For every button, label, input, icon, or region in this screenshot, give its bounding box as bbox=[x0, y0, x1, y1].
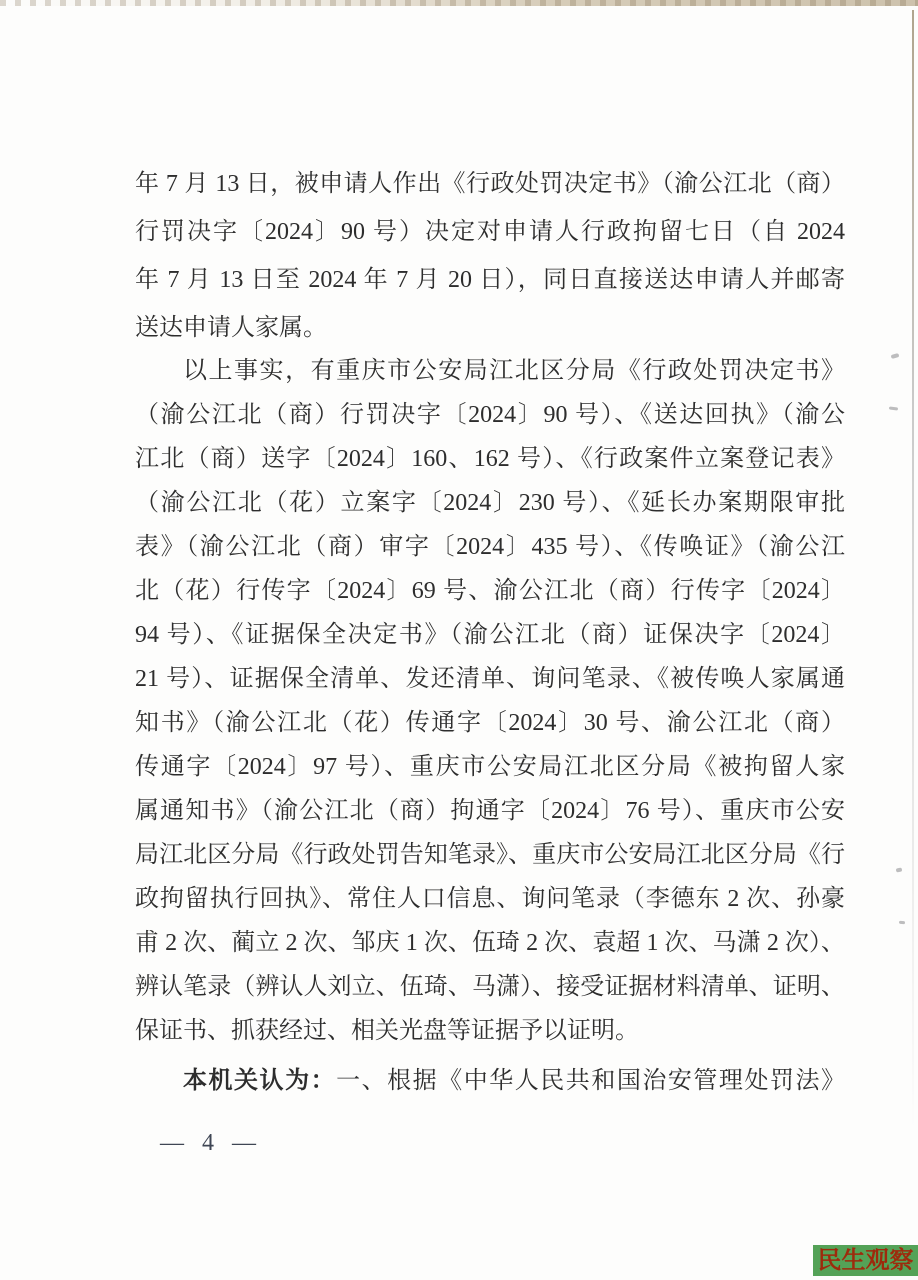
text-line: 传通字〔2024〕97 号）、重庆市公安局江北区分局《被拘留人家 bbox=[135, 754, 845, 780]
scan-speck bbox=[896, 868, 903, 873]
text-line: 保证书、抓获经过、相关光盘等证据予以证明。 bbox=[135, 1018, 639, 1044]
text-line: 局江北区分局《行政处罚告知笔录》、重庆市公安局江北区分局《行 bbox=[135, 842, 845, 868]
text-line: （渝公江北（商）行罚决字〔2024〕90 号）、《送达回执》（渝公 bbox=[135, 402, 845, 428]
scan-speck bbox=[891, 353, 900, 359]
scan-edge-right bbox=[912, 10, 914, 1130]
text-line: 行罚决字〔2024〕90 号）决定对申请人行政拘留七日（自 2024 bbox=[135, 219, 845, 245]
page-number: — 4 — bbox=[160, 1130, 262, 1156]
opinion-lead-label: 本机关认为： bbox=[183, 1068, 337, 1094]
text-line bbox=[135, 1059, 845, 1103]
text-line: 年 7 月 13 日，被申请人作出《行政处罚决定书》（渝公江北（商） bbox=[135, 171, 845, 197]
paragraph-authority-opinion bbox=[135, 1059, 845, 1103]
paragraph-evidence-list bbox=[135, 349, 845, 1053]
text-line: 北（花）行传字〔2024〕69 号、渝公江北（商）行传字〔2024〕 bbox=[135, 578, 845, 604]
text-line: 以上事实，有重庆市公安局江北区分局《行政处罚决定书》 bbox=[183, 358, 845, 384]
text-line: 属通知书》（渝公江北（商）拘通字〔2024〕76 号）、重庆市公安 bbox=[135, 798, 845, 824]
paragraph-penalty-decision bbox=[135, 160, 845, 352]
watermark: 民生观察 bbox=[813, 1245, 918, 1276]
text-line: 政拘留执行回执》、常住人口信息、询问笔录（李德东 2 次、孙豪 bbox=[135, 886, 845, 912]
scan-speck bbox=[889, 406, 898, 410]
text-line: 年 7 月 13 日至 2024 年 7 月 20 日），同日直接送达申请人并邮寄 bbox=[135, 267, 845, 293]
text-line: 甫 2 次、蔺立 2 次、邹庆 1 次、伍琦 2 次、袁超 1 次、马潇 2 次）、 bbox=[135, 930, 845, 956]
text-line: （渝公江北（花）立案字〔2024〕230 号）、《延长办案期限审批 bbox=[135, 490, 845, 516]
text-line: 辨认笔录（辨认人刘立、伍琦、马潇）、接受证据材料清单、证明、 bbox=[135, 974, 845, 1000]
text-line: 94 号）、《证据保全决定书》（渝公江北（商）证保决字〔2024〕 bbox=[135, 622, 845, 648]
text-line: 表》（渝公江北（商）审字〔2024〕435 号）、《传唤证》（渝公江 bbox=[135, 534, 845, 560]
text-line: 江北（商）送字〔2024〕160、162 号）、《行政案件立案登记表》 bbox=[135, 446, 845, 472]
text-line: 21 号）、证据保全清单、发还清单、询问笔录、《被传唤人家属通 bbox=[135, 666, 845, 692]
text-line: 送达申请人家属。 bbox=[135, 315, 327, 341]
text-line: 知书》（渝公江北（花）传通字〔2024〕30 号、渝公江北（商） bbox=[135, 710, 845, 736]
opinion-rest-text: 一、根据《中华人民共和国治安管理处罚法》 bbox=[336, 1068, 846, 1094]
scan-edge-top bbox=[0, 0, 918, 6]
scan-speck bbox=[899, 921, 905, 925]
